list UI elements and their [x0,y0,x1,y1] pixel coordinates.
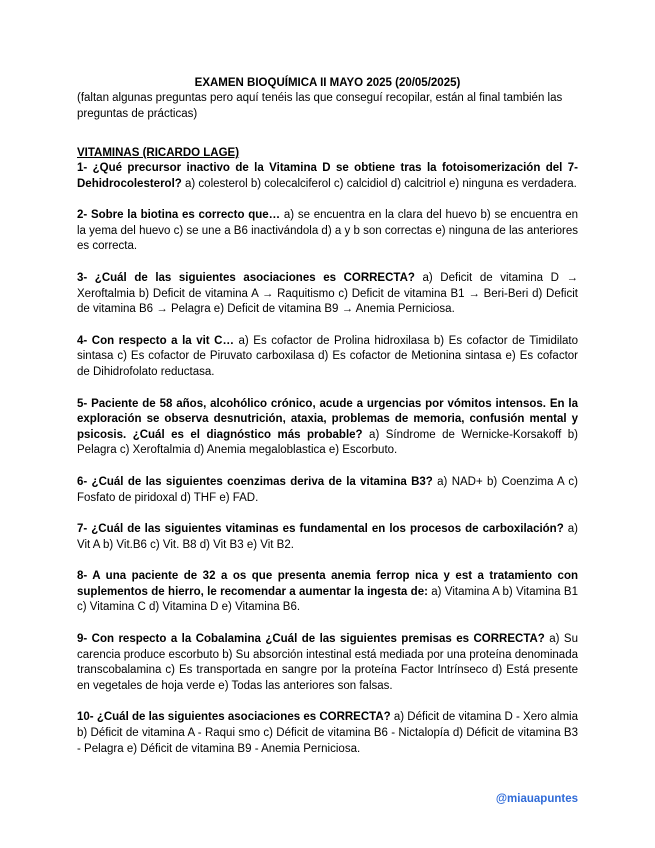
question-text: 9- Con respecto a la Cobalamina ¿Cuál de las siguientes premisas es CORRECTA? [77,633,545,646]
question-text: 6- ¿Cuál de las siguientes coenzimas deriva de la vitamina B3? [77,475,433,488]
answer-options: a) Vitamina A b) Vitamina B1 c) Vitamina C d) Vitamina D e) Vitamina B6. [77,585,578,614]
question-text: 4- Con respecto a la vit C… [77,334,234,347]
section-heading: VITAMINAS (RICARDO LAGE) [77,147,240,159]
answer-options: a) Vit A b) Vit.B6 c) Vit. B8 d) Vit B3 e) Vit B2. [77,523,579,551]
answer-options: a) Su carencia produce escorbuto b) Su absorción intestinal está mediada por una proteína denominada transcobalamina c) Es transportada en sangre por la proteína Factor Intrínseco d) Está presente en vegetales de hoja verde e) Todas las anteriores son falsas. [77,633,578,692]
question-item [77,522,578,553]
question-text: 8- A una paciente de 32 a os que presenta anemia ferrop nica y est a tratamiento con suplementos de hierro, le recomendar a aumentar la ingesta de: [77,570,578,598]
question-text: 2- Sobre la biotina es correcto que… [77,209,281,222]
question-item [77,334,578,381]
intro-note: (faltan algunas preguntas pero aquí tenéis las que conseguí recopilar, están al final también las preguntas de prácticas) [77,92,563,120]
question-text: 10- ¿Cuál de las siguientes asociaciones es CORRECTA? [77,711,391,724]
answer-options: a) Deficit de vitamina D → Xeroftalmia b) Deficit de vitamina A → Raquitismo c) Deficit de vitamina B1 → Beri-Beri d) Deficit de vitamina B6 → Pelagra e) Deficit de vitamina B9 → Anemia Perniciosa. [77,271,579,316]
answer-options: a) colesterol b) colecalciferol c) calcidiol d) calcitriol e) ninguna es verdadera. [181,177,577,190]
question-text: 5- Paciente de 58 años, alcohólico crónico, acude a urgencias por vómitos intensos. En la exploración se observa desnutrición, ataxia, problemas de memoria, confusión mental y psicosis. ¿Cuál es el diagnóstico más probable? [77,397,578,441]
author-handle: @miauapuntes [495,793,578,805]
answer-options: a) se encuentra en la clara del huevo b) se encuentra en la yema del huevo c) se une a B6 inactivándola d) a y b son correctas e) ninguna de las anteriores es correcta. [77,209,578,253]
question-text: 3- ¿Cuál de las siguientes asociaciones es CORRECTA? [77,271,415,284]
question-item [77,208,578,255]
question-item [77,710,578,757]
answer-options: a) Déficit de vitamina D - Xero almia b) Déficit de vitamina A - Raqui smo c) Déficit de vitamina B6 - Nictalopía d) Déficit de vitamina B3 - Pelagra e) Déficit de vitamina B9 - Anemia Perniciosa. [77,711,578,755]
question-item [77,161,578,192]
exam-title: EXAMEN BIOQUÍMICA II MAYO 2025 (20/05/2025) [194,77,461,89]
question-item [77,569,578,616]
answer-options: a) NAD+ b) Coenzima A c) Fosfato de piridoxal d) THF e) FAD. [77,475,579,504]
question-item [77,271,578,318]
question-item [77,475,578,506]
document-page [77,76,578,757]
question-text: 1- ¿Qué precursor inactivo de la Vitamina D se obtiene tras la fotoisomerización del 7-Dehidrocolesterol? [77,162,578,190]
question-text: 7- ¿Cuál de las siguientes vitaminas es fundamental en los procesos de carboxilación? [77,523,564,536]
question-item [77,397,578,459]
answer-options: a) Síndrome de Wernicke-Korsakoff b) Pelagra c) Xeroftalmia d) Anemia megaloblastica e) Escorbuto. [77,428,578,457]
question-item [77,632,578,694]
answer-options: a) Es cofactor de Prolina hidroxilasa b) Es cofactor de Timidilato sintasa c) Es cofactor de Piruvato carboxilasa d) Es cofactor de Metionina sintasa e) Es cofactor de Dihidrofolato reductasa. [77,334,578,378]
